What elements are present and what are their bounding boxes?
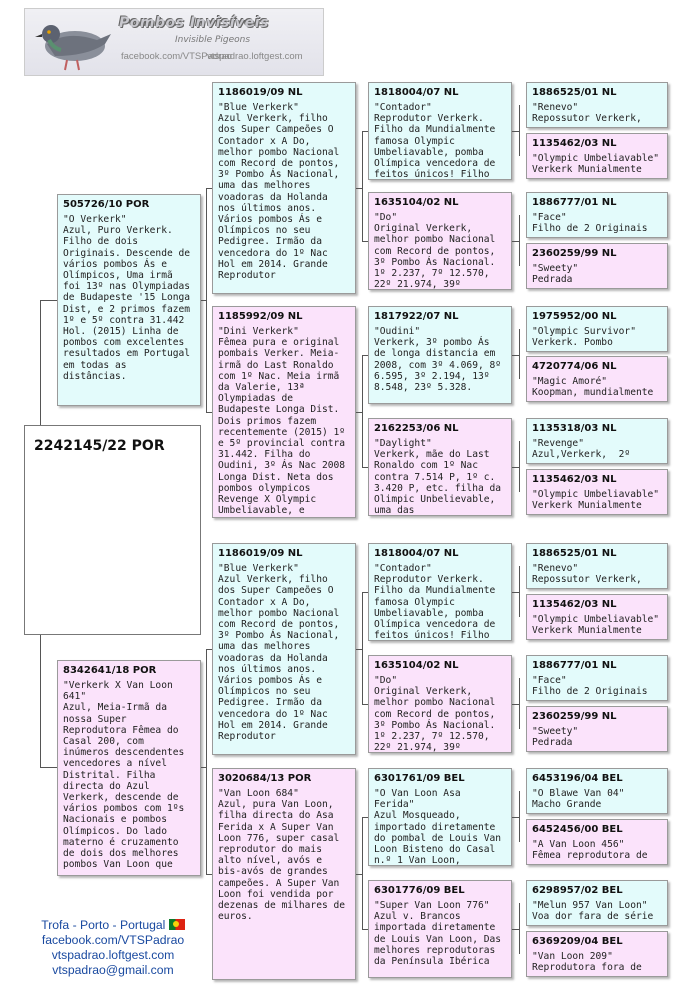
gen3-ring: 2162253/06 NL <box>374 423 459 434</box>
gen3-box-6[interactable] <box>368 655 512 753</box>
gen4-ring: 1886525/01 NL <box>532 87 617 98</box>
gen2-ring: 1185992/09 NL <box>218 311 303 322</box>
footer-email[interactable]: vtspadrao@gmail.com <box>52 963 174 977</box>
gen4-ring: 1135462/03 NL <box>532 474 617 485</box>
gen3-box-1[interactable] <box>368 82 512 180</box>
gen2-text: "Blue Verkerk" Azul Verkerk, filho dos Super Campeões O Contador x A Do, melhor pombo Nacional com Record de pontos, 3º Pombo Ás Nacional, uma das melhores voadoras da Holanda nos últimos anos. Vários pombos Ás e Olímpicos no seu Pedigree. Irmão da vencedora do 1º Nac Hol em 2014. Grande Reprodutor <box>218 102 340 282</box>
gen4-text: "Face" Filho de 2 Originais <box>532 212 648 234</box>
logo-subtitle: Invisible Pigeons <box>175 35 251 45</box>
footer-facebook[interactable]: facebook.com/VTSPadrao <box>41 933 185 947</box>
gen4-ring: 6298957/02 BEL <box>532 885 623 896</box>
gen2-ring: 1186019/09 NL <box>218 87 303 98</box>
gen3-text: "Super Van Loon 776" Azul v. Brancos importada diretamente de Louis Van Loon, Das melhores reprodutoras da Península Ibérica <box>374 900 502 968</box>
gen4-box-16[interactable] <box>526 931 668 977</box>
gen3-ring: 6301776/09 BEL <box>374 885 465 896</box>
gen4-ring: 1135462/03 NL <box>532 138 617 149</box>
gen4-ring: 1886777/01 NL <box>532 197 617 208</box>
gen3-ring: 1635104/02 NL <box>374 197 459 208</box>
gen4-ring: 2360259/99 NL <box>532 711 617 722</box>
gen2-box-1[interactable] <box>212 82 356 294</box>
gen3-ring: 6301761/09 BEL <box>374 773 465 784</box>
pigeon-logo-icon <box>27 10 117 74</box>
dam-text: "Verkerk X Van Loon 641" Azul, Meia-Irmã da nossa Super Reprodutora Fêmea do Casal 200, com inúmeros descendentes vencedores a nível Distrital. Filha directa do Azul Verkerk, descende de vários pombos com 1ºs Nacionais e pombos Olímpicos. Do lado materno é cruzamento de dois dos melhores pombos Van Loon que <box>63 680 185 871</box>
gen4-box-7[interactable] <box>526 418 668 464</box>
gen4-box-1[interactable] <box>526 82 668 128</box>
gen4-text: "Olympic Umbeliavable" Verkerk Munialmente <box>532 489 660 511</box>
gen4-box-3[interactable] <box>526 192 668 238</box>
portugal-flag-icon <box>169 919 185 930</box>
gen4-box-2[interactable] <box>526 133 668 179</box>
gen2-text: "Dini Verkerk" Fêmea pura e original pombais Verker. Meia-irmã do Last Ronaldo com 1º Nac. Meia irmã da Valerie, 13ª Olympiadas de Budapeste Longa Dist. Dois primos fazem recentemente (2015) 1º e 5º provincial contra 31.442. Filha do Oudini, 3º Ás Nac 2008 Longa Dist. Neta dos pombos olympicos Revenge X Olympic Umbeliavable, e <box>218 326 346 517</box>
gen4-box-5[interactable] <box>526 306 668 352</box>
gen3-text: "Do" Original Verkerk, melhor pombo Nacional com Record de pontos, 3º Pombo Ás Nacional. 1º 2.237, 7º 12.570, 22º 21.974, 39º <box>374 212 496 290</box>
gen3-text: "O Van Loon Asa Ferida" Azul Mosqueado, importado diretamente do pombal de Louis Van Loon Bisteno do Casal n.º 1 Van Loon, <box>374 788 502 866</box>
gen2-text: "Blue Verkerk" Azul Verkerk, filho dos Super Campeões O Contador x A Do, melhor pombo Nacional com Record de pontos, 3º Pombo Ás Nacional, uma das melhores voadoras da Holanda nos últimos anos. Vários pombos Ás e Olímpicos no seu Pedigree. Irmão da vencedora do 1º Nac Hol em 2014. Grande Reprodutor <box>218 563 340 743</box>
gen4-box-13[interactable] <box>526 768 668 814</box>
gen4-ring: 6453196/04 BEL <box>532 773 623 784</box>
footer-site[interactable]: vtspadrao.loftgest.com <box>51 948 175 962</box>
gen3-ring: 1635104/02 NL <box>374 660 459 671</box>
gen4-ring: 1886525/01 NL <box>532 548 617 559</box>
subject-ring: 2242145/22 POR <box>34 438 165 454</box>
gen4-text: "Olympic Umbeliavable" Verkerk Munialmente <box>532 153 660 175</box>
gen3-box-4[interactable] <box>368 418 512 516</box>
gen3-text: "Contador" Reprodutor Verkerk. Filho da Mundialmente famosa Olympic Umbeliavable, pomba Olímpica vencedora de feitos únicos! Filho <box>374 102 496 180</box>
logo-banner <box>24 8 324 76</box>
gen3-text: "Oudini" Verkerk, 3º pombo Ás de longa distancia em 2008, com 3º 4.069, 8º 6.595, 3º 2.194, 13º 8.548, 23º 5.328. <box>374 326 502 394</box>
gen4-box-12[interactable] <box>526 706 668 752</box>
gen4-ring: 6452456/00 BEL <box>532 824 623 835</box>
gen4-text: "Magic Amoré" Koopman, mundialmente <box>532 376 654 398</box>
sire-ring: 505726/10 POR <box>63 199 150 210</box>
gen4-text: "Face" Filho de 2 Originais <box>532 675 648 697</box>
gen3-ring: 1818004/07 NL <box>374 548 459 559</box>
gen3-text: "Do" Original Verkerk, melhor pombo Nacional com Record de pontos, 3º Pombo Ás Nacional. 1º 2.237, 7º 12.570, 22º 21.974, 39º <box>374 675 496 753</box>
sire-box[interactable] <box>57 194 201 406</box>
gen4-box-9[interactable] <box>526 543 668 589</box>
gen4-box-15[interactable] <box>526 880 668 926</box>
dam-box[interactable] <box>57 660 201 876</box>
logo-site[interactable]: vtspadrao.loftgest.com <box>207 51 303 62</box>
gen2-text: "Van Loon 684" Azul, pura Van Loon, filha directa do Asa Ferida x A Super Van Loon 776, super casal reprodutor do mais alto nível, avós e bis-avós de grandes campeões. A Super Van Loon foi vendida por dezenas de milhares de euros. <box>218 788 346 923</box>
gen4-text: "Olympic Survivor" Verkerk. Pombo <box>532 326 636 348</box>
gen3-box-3[interactable] <box>368 306 512 404</box>
gen3-box-7[interactable] <box>368 768 512 866</box>
gen4-ring: 2360259/99 NL <box>532 248 617 259</box>
gen4-ring: 6369209/04 BEL <box>532 936 623 947</box>
gen4-ring: 1886777/01 NL <box>532 660 617 671</box>
gen4-text: "Van Loon 209" Reprodutora fora de <box>532 951 642 973</box>
gen4-box-4[interactable] <box>526 243 668 289</box>
logo-facebook[interactable]: facebook.com/VTSPadrao <box>121 51 232 62</box>
gen4-text: "Renevo" Repossutor Verkerk, <box>532 102 642 124</box>
footer <box>28 918 198 978</box>
footer-location: Trofa - Porto - Portugal <box>41 918 166 932</box>
gen3-box-8[interactable] <box>368 880 512 978</box>
gen4-text: "Melun 957 Van Loon" Voa dor fara de série <box>532 900 654 922</box>
gen2-ring: 1186019/09 NL <box>218 548 303 559</box>
gen4-text: "Sweety" Pedrada <box>532 726 579 748</box>
footer-location-row <box>28 918 198 933</box>
gen4-ring: 1135318/03 NL <box>532 423 617 434</box>
gen4-box-6[interactable] <box>526 356 668 402</box>
gen4-text: "Renevo" Repossutor Verkerk, <box>532 563 642 585</box>
gen3-ring: 1817922/07 NL <box>374 311 459 322</box>
sire-text: "O Verkerk" Azul, Puro Verkerk. Filho de dois Originais. Descende de vários pombos Ás e Olímpicos, Uma irmã foi 13º nas Olympiadas de Budapeste '15 Longa Dist, e 2 primos fazem 1º e 5º contra 31.442 Hol. (2015) Linha de pombos com excelentes resultados em Portugal em todas as distâncias. <box>63 214 191 382</box>
gen2-box-2[interactable] <box>212 306 356 518</box>
gen3-box-5[interactable] <box>368 543 512 641</box>
gen4-ring: 1975952/00 NL <box>532 311 617 322</box>
gen4-box-10[interactable] <box>526 594 668 640</box>
gen4-text: "Revenge" Azul,Verkerk, 2º <box>532 438 631 460</box>
gen2-box-4[interactable] <box>212 768 356 980</box>
dam-ring: 8342641/18 POR <box>63 665 157 676</box>
gen4-ring: 4720774/06 NL <box>532 361 617 372</box>
gen4-box-14[interactable] <box>526 819 668 865</box>
gen2-ring: 3020684/13 POR <box>218 773 312 784</box>
gen4-box-8[interactable] <box>526 469 668 515</box>
gen3-text: "Contador" Reprodutor Verkerk. Filho da Mundialmente famosa Olympic Umbeliavable, pomba Olímpica vencedora de feitos únicos! Filho <box>374 563 496 641</box>
gen4-text: "A Van Loon 456" Fêmea reprodutora de <box>532 839 648 861</box>
gen3-text: "Daylight" Verkerk, mãe do Last Ronaldo com 1º Nac contra 7.514 P, 1º c. 3.420 P, etc. filha da Olimpic Unbelievable, uma das <box>374 438 502 516</box>
gen4-text: "Sweety" Pedrada <box>532 263 579 285</box>
gen3-ring: 1818004/07 NL <box>374 87 459 98</box>
gen4-text: "O Blawe Van 04" Macho Grande <box>532 788 625 810</box>
gen4-box-11[interactable] <box>526 655 668 701</box>
gen2-box-3[interactable] <box>212 543 356 755</box>
gen4-text: "Olympic Umbeliavable" Verkerk Munialmente <box>532 614 660 636</box>
gen3-box-2[interactable] <box>368 192 512 290</box>
gen4-ring: 1135462/03 NL <box>532 599 617 610</box>
logo-title: Pombos Invisíveis <box>119 15 269 31</box>
subject-box <box>24 425 201 635</box>
